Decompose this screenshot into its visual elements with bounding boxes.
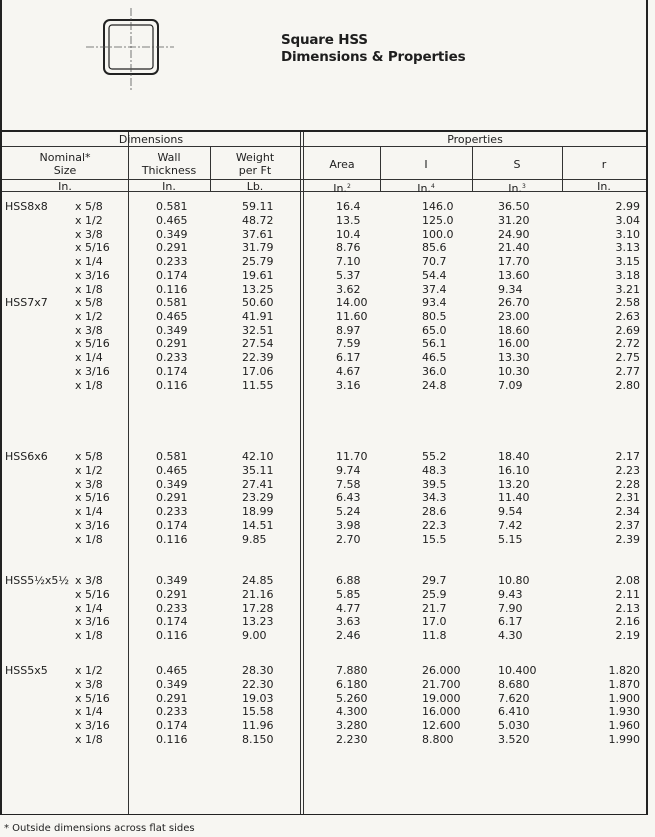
weight-header-line1: Weight <box>235 151 275 164</box>
radius-of-gyration-cell: 2.99 <box>615 200 640 213</box>
area-cell: 5.37 <box>336 269 361 282</box>
weight-cell: 48.72 <box>242 213 274 227</box>
radius-of-gyration-cell: 3.15 <box>615 255 640 269</box>
page-subtitle: Dimensions & Properties <box>281 49 466 65</box>
section-modulus-cell: 13.30 <box>498 351 530 365</box>
section-modulus-cell: 10.80 <box>498 574 530 587</box>
unit-area-text: In. <box>333 182 347 195</box>
size-cell: x 3/16 <box>75 365 110 378</box>
wall-thickness-cell: 0.349 <box>156 574 188 587</box>
radius-of-gyration-cell: 2.39 <box>615 532 640 546</box>
area-cell: 10.4 <box>336 227 361 241</box>
wall-thickness-cell: 0.233 <box>156 601 188 615</box>
moment-of-inertia-cell: 17.0 <box>422 615 447 629</box>
moment-of-inertia-cell: 21.700 <box>422 677 461 691</box>
section-modulus-cell: 4.30 <box>498 629 523 643</box>
section-modulus-cell: 9.43 <box>498 587 523 601</box>
size-cell: x 1/8 <box>75 532 103 546</box>
moment-of-inertia-cell: 22.3 <box>422 519 447 532</box>
section-modulus-cell: 3.520 <box>498 733 530 746</box>
section-modulus-cell: 23.00 <box>498 309 530 323</box>
radius-of-gyration-cell: 2.11 <box>615 587 640 601</box>
moment-of-inertia-cell: 54.4 <box>422 269 447 282</box>
wall-thickness-cell: 0.465 <box>156 213 188 227</box>
weight-cell: 9.85 <box>242 532 267 546</box>
weight-cell: 32.51 <box>242 323 274 337</box>
area-cell: 7.880 <box>336 664 368 677</box>
wall-thickness-header-line2: Thickness <box>141 164 197 177</box>
wall-thickness-cell: 0.349 <box>156 677 188 691</box>
area-cell: 8.97 <box>336 323 361 337</box>
size-cell: x 1/2 <box>75 664 103 677</box>
moment-of-inertia-cell: 12.600 <box>422 719 461 733</box>
moment-of-inertia-header: I <box>424 158 428 171</box>
wall-thickness-cell: 0.174 <box>156 519 188 532</box>
radius-of-gyration-cell: 2.69 <box>615 323 640 337</box>
size-cell: x 3/8 <box>75 477 103 491</box>
section-modulus-cell: 8.680 <box>498 677 530 691</box>
moment-of-inertia-cell: 65.0 <box>422 323 447 337</box>
wall-thickness-cell: 0.174 <box>156 365 188 378</box>
section-modulus-cell: 13.60 <box>498 269 530 282</box>
section-modulus-cell: 6.410 <box>498 705 530 719</box>
size-cell: x 5/8 <box>75 450 103 463</box>
size-cell: x 3/8 <box>75 574 103 587</box>
wall-thickness-cell: 0.465 <box>156 664 188 677</box>
unit-area <box>304 180 380 195</box>
wall-thickness-cell: 0.233 <box>156 351 188 365</box>
section-modulus-cell: 7.42 <box>498 519 523 532</box>
section-modulus-cell: 7.90 <box>498 601 523 615</box>
section-modulus-cell: 5.15 <box>498 532 523 546</box>
section-modulus-cell: 7.09 <box>498 378 523 392</box>
area-header: Area <box>329 158 355 171</box>
section-modulus-cell: 9.34 <box>498 282 523 296</box>
weight-cell: 37.61 <box>242 227 274 241</box>
moment-of-inertia-cell: 39.5 <box>422 477 447 491</box>
area-cell: 4.77 <box>336 601 361 615</box>
section-modulus-cell: 5.030 <box>498 719 530 733</box>
section-modulus-cell: 13.20 <box>498 477 530 491</box>
size-cell: x 1/2 <box>75 309 103 323</box>
area-cell: 14.00 <box>336 296 368 309</box>
weight-cell: 17.28 <box>242 601 274 615</box>
radius-of-gyration-cell: 3.18 <box>615 269 640 282</box>
size-cell: x 1/2 <box>75 463 103 477</box>
wall-thickness-cell: 0.581 <box>156 296 188 309</box>
radius-of-gyration-cell: 2.58 <box>615 296 640 309</box>
wall-thickness-cell: 0.349 <box>156 323 188 337</box>
weight-cell: 27.41 <box>242 477 274 491</box>
radius-of-gyration-cell: 1.960 <box>608 719 640 733</box>
size-cell: x 1/8 <box>75 629 103 643</box>
section-group-label: HSS5x5 <box>5 664 48 677</box>
section-modulus-cell: 21.40 <box>498 241 530 255</box>
nominal-size-header <box>2 151 128 177</box>
section-modulus-cell: 18.40 <box>498 450 530 463</box>
nominal-size-header-line2: Size <box>53 164 77 177</box>
radius-of-gyration-cell: 1.900 <box>608 691 640 705</box>
title-frame <box>0 0 648 130</box>
weight-cell: 13.25 <box>242 282 274 296</box>
dimensions-header: Dimensions <box>118 133 184 146</box>
moment-of-inertia-cell: 146.0 <box>422 200 454 213</box>
wall-thickness-cell: 0.465 <box>156 463 188 477</box>
weight-header-line2: per Ft <box>238 164 272 177</box>
size-cell: x 3/16 <box>75 519 110 532</box>
weight-cell: 59.11 <box>242 200 274 213</box>
wall-thickness-cell: 0.233 <box>156 705 188 719</box>
wall-thickness-cell: 0.116 <box>156 629 188 643</box>
section-modulus-header: S <box>513 158 521 171</box>
section-modulus-cell: 16.00 <box>498 337 530 351</box>
section-modulus-cell: 17.70 <box>498 255 530 269</box>
section-modulus-cell: 26.70 <box>498 296 530 309</box>
area-cell: 11.70 <box>336 450 368 463</box>
area-cell: 5.85 <box>336 587 361 601</box>
radius-of-gyration-cell: 2.28 <box>615 477 640 491</box>
radius-of-gyration-cell: 2.16 <box>615 615 640 629</box>
radius-of-gyration-cell: 1.870 <box>608 677 640 691</box>
area-cell: 7.10 <box>336 255 361 269</box>
wall-thickness-cell: 0.349 <box>156 227 188 241</box>
footnote: * Outside dimensions across flat sides <box>4 823 195 834</box>
radius-of-gyration-cell: 2.34 <box>615 505 640 519</box>
radius-of-gyration-cell: 3.04 <box>615 213 640 227</box>
title-block <box>281 32 465 66</box>
area-cell: 2.46 <box>336 629 361 643</box>
section-group-label: HSS8x8 <box>5 200 48 213</box>
area-cell: 2.70 <box>336 532 361 546</box>
section-modulus-cell: 9.54 <box>498 505 523 519</box>
area-cell: 7.59 <box>336 337 361 351</box>
moment-of-inertia-cell: 25.9 <box>422 587 447 601</box>
radius-of-gyration-cell: 1.820 <box>608 664 640 677</box>
wall-thickness-cell: 0.291 <box>156 241 188 255</box>
area-cell: 3.16 <box>336 378 361 392</box>
wall-thickness-cell: 0.465 <box>156 309 188 323</box>
weight-cell: 42.10 <box>242 450 274 463</box>
moment-of-inertia-cell: 24.8 <box>422 378 447 392</box>
unit-i-exponent: 4 <box>430 183 435 190</box>
size-cell: x 3/8 <box>75 227 103 241</box>
section-group-label: HSS7x7 <box>5 296 48 309</box>
weight-header <box>210 151 300 177</box>
weight-cell: 19.03 <box>242 691 274 705</box>
weight-cell: 22.39 <box>242 351 274 365</box>
moment-of-inertia-cell: 8.800 <box>422 733 454 746</box>
weight-cell: 50.60 <box>242 296 274 309</box>
radius-of-gyration-cell: 2.23 <box>615 463 640 477</box>
unit-i <box>380 180 472 195</box>
area-cell: 16.4 <box>336 200 361 213</box>
moment-of-inertia-cell: 80.5 <box>422 309 447 323</box>
page-title: Square HSS <box>281 32 368 48</box>
weight-cell: 19.61 <box>242 269 274 282</box>
weight-cell: 14.51 <box>242 519 274 532</box>
wall-thickness-cell: 0.116 <box>156 282 188 296</box>
area-cell: 11.60 <box>336 309 368 323</box>
moment-of-inertia-cell: 11.8 <box>422 629 447 643</box>
moment-of-inertia-cell: 34.3 <box>422 491 447 505</box>
moment-of-inertia-cell: 48.3 <box>422 463 447 477</box>
size-cell: x 1/4 <box>75 255 103 269</box>
weight-cell: 35.11 <box>242 463 274 477</box>
wall-thickness-cell: 0.174 <box>156 615 188 629</box>
wall-thickness-cell: 0.116 <box>156 378 188 392</box>
unit-s-text: In. <box>508 182 522 195</box>
section-rule <box>300 132 301 814</box>
section-rule <box>303 132 304 814</box>
weight-cell: 15.58 <box>242 705 274 719</box>
wall-thickness-cell: 0.581 <box>156 450 188 463</box>
section-modulus-cell: 11.40 <box>498 491 530 505</box>
moment-of-inertia-cell: 28.6 <box>422 505 447 519</box>
weight-cell: 17.06 <box>242 365 274 378</box>
area-cell: 5.24 <box>336 505 361 519</box>
moment-of-inertia-cell: 85.6 <box>422 241 447 255</box>
weight-cell: 8.150 <box>242 733 274 746</box>
area-cell: 6.88 <box>336 574 361 587</box>
header-rule <box>2 146 646 147</box>
area-cell: 6.17 <box>336 351 361 365</box>
weight-cell: 21.16 <box>242 587 274 601</box>
section-modulus-cell: 36.50 <box>498 200 530 213</box>
wall-thickness-cell: 0.291 <box>156 691 188 705</box>
area-cell: 2.230 <box>336 733 368 746</box>
weight-cell: 11.55 <box>242 378 274 392</box>
weight-cell: 22.30 <box>242 677 274 691</box>
unit-area-exponent: 2 <box>346 183 351 190</box>
wall-thickness-cell: 0.349 <box>156 477 188 491</box>
moment-of-inertia-cell: 55.2 <box>422 450 447 463</box>
moment-of-inertia-cell: 56.1 <box>422 337 447 351</box>
size-cell: x 5/8 <box>75 200 103 213</box>
moment-of-inertia-cell: 70.7 <box>422 255 447 269</box>
properties-header: Properties <box>447 133 503 146</box>
radius-of-gyration-cell: 1.990 <box>608 733 640 746</box>
wall-thickness-header-line1: Wall <box>157 151 181 164</box>
radius-of-gyration-cell: 1.930 <box>608 705 640 719</box>
weight-cell: 23.29 <box>242 491 274 505</box>
size-cell: x 3/8 <box>75 323 103 337</box>
section-modulus-cell: 31.20 <box>498 213 530 227</box>
unit-wall: In. <box>162 180 176 193</box>
area-cell: 8.76 <box>336 241 361 255</box>
moment-of-inertia-cell: 19.000 <box>422 691 461 705</box>
weight-cell: 41.91 <box>242 309 274 323</box>
moment-of-inertia-cell: 16.000 <box>422 705 461 719</box>
section-group-label: HSS6x6 <box>5 450 48 463</box>
unit-size: In. <box>58 180 72 193</box>
size-cell: x 5/16 <box>75 241 110 255</box>
section-modulus-cell: 6.17 <box>498 615 523 629</box>
radius-of-gyration-cell: 2.80 <box>615 378 640 392</box>
moment-of-inertia-cell: 15.5 <box>422 532 447 546</box>
radius-of-gyration-header: r <box>601 158 607 171</box>
size-cell: x 1/4 <box>75 705 103 719</box>
radius-of-gyration-cell: 2.31 <box>615 491 640 505</box>
size-cell: x 1/4 <box>75 601 103 615</box>
weight-cell: 9.00 <box>242 629 267 643</box>
size-cell: x 3/16 <box>75 615 110 629</box>
unit-s-exponent: 3 <box>521 183 526 190</box>
wall-thickness-cell: 0.233 <box>156 505 188 519</box>
size-cell: x 5/16 <box>75 337 110 351</box>
size-cell: x 5/16 <box>75 491 110 505</box>
section-modulus-cell: 18.60 <box>498 323 530 337</box>
radius-of-gyration-cell: 2.77 <box>615 365 640 378</box>
col-rule <box>128 132 129 814</box>
weight-cell: 31.79 <box>242 241 274 255</box>
size-cell: x 3/16 <box>75 719 110 733</box>
wall-thickness-cell: 0.174 <box>156 719 188 733</box>
area-cell: 3.63 <box>336 615 361 629</box>
radius-of-gyration-cell: 2.19 <box>615 629 640 643</box>
wall-thickness-cell: 0.174 <box>156 269 188 282</box>
moment-of-inertia-cell: 93.4 <box>422 296 447 309</box>
radius-of-gyration-cell: 2.63 <box>615 309 640 323</box>
size-cell: x 1/8 <box>75 282 103 296</box>
section-modulus-cell: 24.90 <box>498 227 530 241</box>
area-cell: 3.62 <box>336 282 361 296</box>
radius-of-gyration-cell: 3.21 <box>615 282 640 296</box>
size-cell: x 3/16 <box>75 269 110 282</box>
section-modulus-cell: 7.620 <box>498 691 530 705</box>
size-cell: x 5/16 <box>75 691 110 705</box>
nominal-size-header-line1: Nominal* <box>39 151 91 164</box>
square-hss-section-icon <box>82 6 174 98</box>
area-cell: 3.280 <box>336 719 368 733</box>
moment-of-inertia-cell: 29.7 <box>422 574 447 587</box>
area-cell: 4.67 <box>336 365 361 378</box>
section-modulus-cell: 10.400 <box>498 664 537 677</box>
weight-cell: 28.30 <box>242 664 274 677</box>
moment-of-inertia-cell: 36.0 <box>422 365 447 378</box>
radius-of-gyration-cell: 2.75 <box>615 351 640 365</box>
size-cell: x 1/8 <box>75 378 103 392</box>
unit-weight: Lb. <box>246 180 264 193</box>
area-cell: 3.98 <box>336 519 361 532</box>
size-cell: x 3/8 <box>75 677 103 691</box>
weight-cell: 11.96 <box>242 719 274 733</box>
area-cell: 7.58 <box>336 477 361 491</box>
weight-cell: 27.54 <box>242 337 274 351</box>
size-cell: x 5/8 <box>75 296 103 309</box>
weight-cell: 18.99 <box>242 505 274 519</box>
radius-of-gyration-cell: 3.10 <box>615 227 640 241</box>
size-cell: x 1/4 <box>75 505 103 519</box>
radius-of-gyration-cell: 2.37 <box>615 519 640 532</box>
radius-of-gyration-cell: 2.17 <box>615 450 640 463</box>
moment-of-inertia-cell: 26.000 <box>422 664 461 677</box>
moment-of-inertia-cell: 46.5 <box>422 351 447 365</box>
section-modulus-cell: 16.10 <box>498 463 530 477</box>
moment-of-inertia-cell: 125.0 <box>422 213 454 227</box>
section-group-label: HSS5½x5½ <box>5 574 70 587</box>
radius-of-gyration-cell: 2.08 <box>615 574 640 587</box>
size-cell: x 1/8 <box>75 733 103 746</box>
wall-thickness-cell: 0.291 <box>156 337 188 351</box>
weight-cell: 13.23 <box>242 615 274 629</box>
area-cell: 13.5 <box>336 213 361 227</box>
area-cell: 5.260 <box>336 691 368 705</box>
wall-thickness-cell: 0.233 <box>156 255 188 269</box>
area-cell: 6.180 <box>336 677 368 691</box>
moment-of-inertia-cell: 100.0 <box>422 227 454 241</box>
unit-s <box>472 180 562 195</box>
wall-thickness-cell: 0.116 <box>156 733 188 746</box>
wall-thickness-cell: 0.291 <box>156 491 188 505</box>
properties-table <box>0 130 648 815</box>
weight-cell: 25.79 <box>242 255 274 269</box>
radius-of-gyration-cell: 2.13 <box>615 601 640 615</box>
unit-i-text: In. <box>417 182 431 195</box>
area-cell: 4.300 <box>336 705 368 719</box>
wall-thickness-cell: 0.116 <box>156 532 188 546</box>
area-cell: 9.74 <box>336 463 361 477</box>
radius-of-gyration-cell: 2.72 <box>615 337 640 351</box>
wall-thickness-cell: 0.291 <box>156 587 188 601</box>
moment-of-inertia-cell: 21.7 <box>422 601 447 615</box>
area-cell: 6.43 <box>336 491 361 505</box>
size-cell: x 1/2 <box>75 213 103 227</box>
wall-thickness-header <box>128 151 210 177</box>
radius-of-gyration-cell: 3.13 <box>615 241 640 255</box>
moment-of-inertia-cell: 37.4 <box>422 282 447 296</box>
unit-r: In. <box>597 180 611 193</box>
weight-cell: 24.85 <box>242 574 274 587</box>
wall-thickness-cell: 0.581 <box>156 200 188 213</box>
size-cell: x 1/4 <box>75 351 103 365</box>
size-cell: x 5/16 <box>75 587 110 601</box>
section-modulus-cell: 10.30 <box>498 365 530 378</box>
